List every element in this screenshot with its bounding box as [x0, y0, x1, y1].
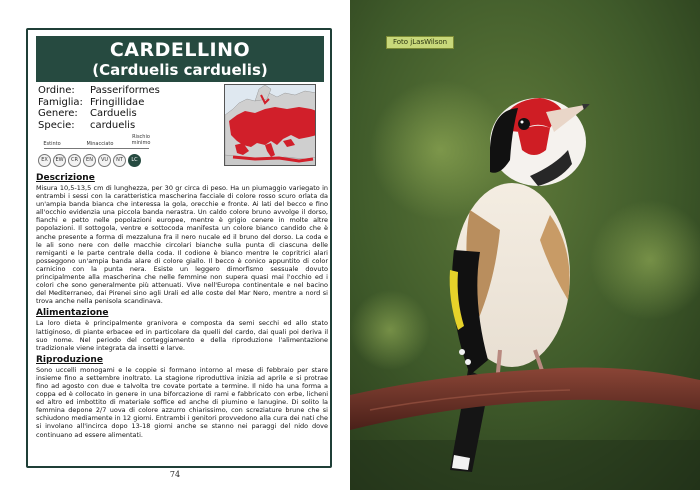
section-text-reproduction: Sono uccelli monogami e le coppie si formano intorno al mese di febbraio per stare insieme fino a settembre inoltrato. La stagione riproduttiva inizia ad aprile e si protrae fino ad agosto con due e talvolta tre covate portate a termine. Il nido ha una forma a coppa ed è collocato in genere in una biforcazione di rami e fabbricato con erbe, licheni ed altro ed imbottito di materiale soffice ed anche di piumino e lanugine. Di solito la femmina depone 2/7 uova di colore azzurro chiarissimo, con screziature brune che si schiudono mediamente in 12 giorni. Entrambi i genitori provvedono alla cura dei nati che si involano all'incirca dopo 13-18 giorni anche se stanno nei paraggi del nido dove continuano ad essere alimentati. — [36, 365, 328, 439]
status-label-low-risk-2: minimo — [131, 140, 151, 146]
scientific-name: (Carduelis carduelis) — [92, 61, 268, 79]
taxonomy-value: carduelis — [90, 119, 136, 131]
taxonomy-key: Specie: — [38, 119, 75, 131]
section-heading-description: Descrizione — [36, 173, 95, 183]
status-lc: LC — [128, 154, 141, 167]
photo-credit-badge: Foto jLasWilson — [386, 36, 454, 49]
taxonomy-value: Carduelis — [90, 108, 137, 119]
taxonomy-key: Famiglia: — [38, 96, 83, 108]
taxonomy-row — [38, 85, 218, 97]
goldfinch-photo — [350, 0, 700, 490]
status-ew: EW — [53, 154, 66, 167]
status-label-extinct: Estinto — [43, 141, 61, 147]
page-number: 74 — [169, 470, 181, 479]
taxonomy-row — [38, 108, 218, 120]
taxonomy-row — [38, 97, 218, 109]
species-card — [26, 28, 332, 468]
status-scale-line — [44, 148, 149, 149]
taxonomy-key: Genere: — [38, 108, 78, 119]
right-page — [350, 0, 700, 490]
taxonomy-row — [38, 120, 218, 132]
species-text — [36, 173, 328, 442]
status-nt: NT — [113, 154, 126, 167]
europe-range-map-icon — [225, 85, 316, 166]
taxonomy-value: Fringillidae — [90, 96, 145, 108]
status-ex: EX — [38, 154, 51, 167]
status-en: EN — [83, 154, 96, 167]
taxonomy-value: Passeriformes — [90, 85, 160, 96]
section-text-diet: La loro dieta è principalmente granivora e composta da semi secchi ed allo stato lattiginoso, di piante erbacee ed in particolare da quelli del cardo, dai quali poi deriva il suo nome. Nel periodo del corteggiamento e della riproduzione l'alimentazione tradizionale viene integrata da insetti e larve. — [36, 319, 328, 352]
section-heading-diet: Alimentazione — [36, 308, 109, 319]
species-title: CARDELLINO — [109, 39, 251, 61]
conservation-status — [38, 135, 168, 171]
status-vu: VU — [98, 154, 111, 167]
species-header — [36, 36, 324, 82]
distribution-map — [224, 84, 316, 166]
status-cr: CR — [68, 154, 81, 167]
section-heading-reproduction: Riproduzione — [36, 354, 103, 365]
section-text-description: Misura 10,5-13,5 cm di lunghezza, per 30 gr circa di peso. Ha un piumaggio variegato in entrambi i sessi con la caratteristica mascherina facciale di colore rosso scuro orlata da un'ampia banda bianca che interessa la gola, orecchie e fronte. Ai lati del becco e fino all'occhio evidenzia una piccola banda nerastra. Un caldo colore bruno avvolge il dorso, fianchi e petto nelle popolazioni europee, mentre è grigio cenere in molte altre popolazioni. Il sottogola, ventre e sottocoda manifesta un colore bianco candido che è anche presente a forma di mezzaluna fra il nero nucale ed il bruno del dorso. La coda e le ali sono nere con delle macchie circolari bianche sulla punta di ciascuna delle remiganti e le parte centrale della coda. Il codione è bianco mentre le copritrici alari posseggono un'ampia banda alare di colore giallo. Il becco è conico appuntito di color carnicino con la punta nera. Esiste un leggero dimorfismo sessuale dovuto principalmente alla mascherina che nelle femmine non supera quasi mai l'occhio ed i colori che sono generalmente più attenuati. Vive nell'Europa continentale e nel bacino del Mediterraneo, dai Pirenei sino agli Urali ed alle coste del Mar Nero, mentre a nord si trova anche nella penisola scandinava. — [36, 184, 328, 306]
taxonomy-table — [38, 85, 218, 131]
status-label-low-risk: Rischio — [132, 134, 150, 140]
taxonomy-key: Ordine: — [38, 85, 75, 96]
status-label-threatened: Minacciato — [86, 141, 114, 147]
